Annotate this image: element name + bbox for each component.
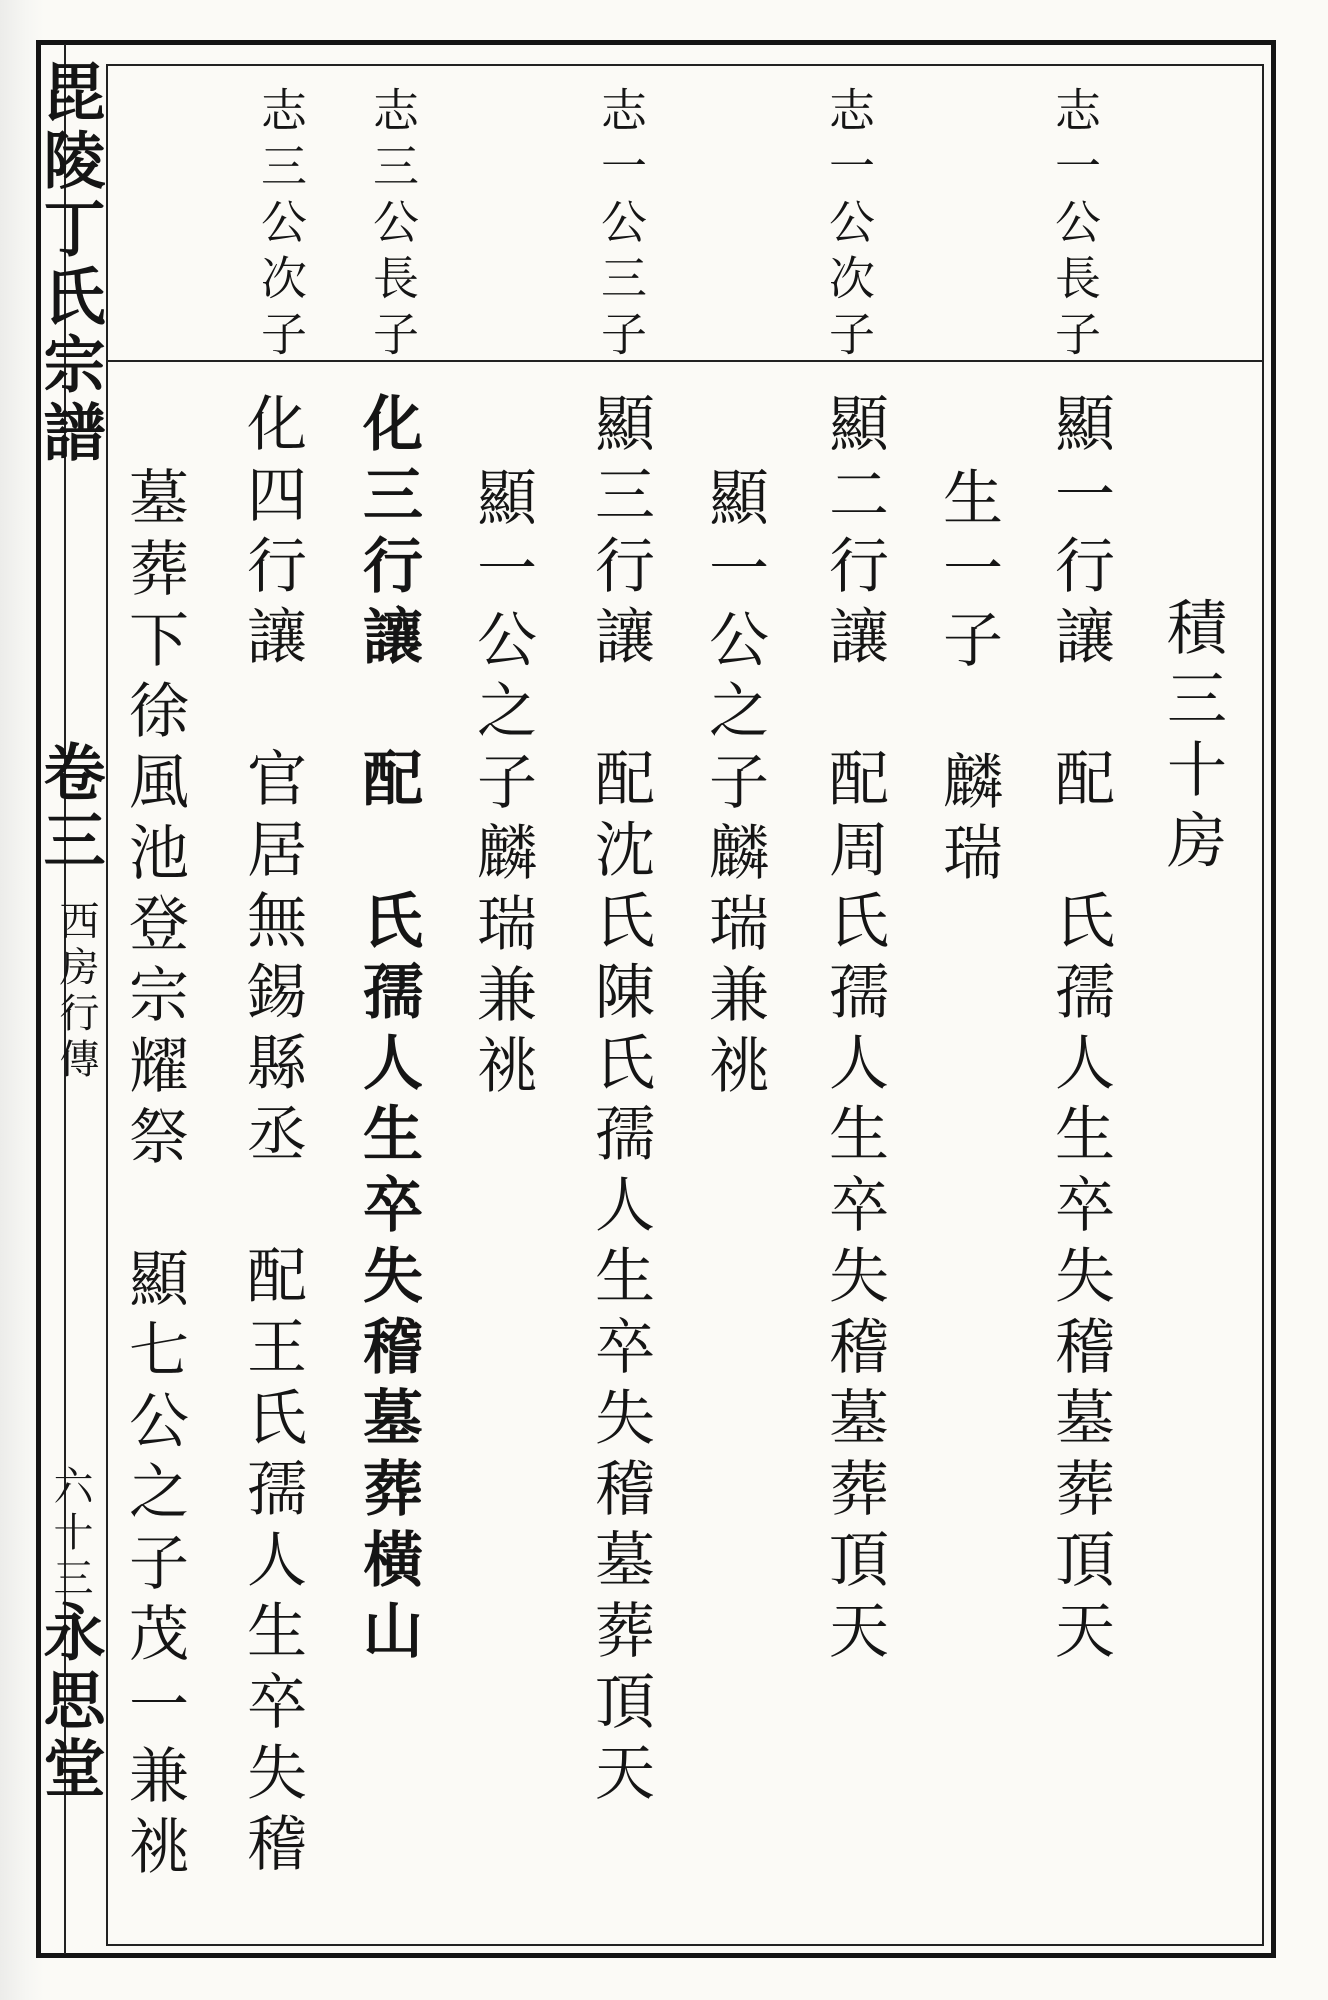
body-col-9: 化四行讓 官居無錫縣丞 配王氏孺人生卒失稽 (237, 392, 307, 1883)
body-col-1: 積三十房 (1157, 596, 1227, 880)
spine-hall-name: 永思堂 (33, 1600, 106, 1804)
spine-page-number: 六十三 (47, 1465, 93, 1603)
body-col-8: 化三行讓 配 氏孺人生卒失稽墓葬橫山 (353, 392, 423, 1670)
header-col-3: 志一公三子 (594, 86, 648, 366)
body-col-4: 顯二行讓 配周氏孺人生卒失稽墓葬頂天 (819, 392, 889, 1670)
body-col-7: 顯一公之子麟瑞兼祧 (467, 466, 537, 1105)
header-col-5: 志三公次子 (254, 86, 308, 366)
body-col-6: 顯三行讓 配沈氏陳氏孺人生卒失稽墓葬頂天 (585, 392, 655, 1812)
body-col-2: 顯一行讓 配 氏孺人生卒失稽墓葬頂天 (1045, 392, 1115, 1670)
spine-title: 毘陵丁氏宗譜 (33, 60, 106, 468)
body-col-10: 墓葬下徐風池登宗耀祭 顯七公之子茂一兼祧 (119, 466, 189, 1886)
body-col-5: 顯一公之子麟瑞兼祧 (699, 466, 769, 1105)
header-col-2: 志一公次子 (822, 86, 876, 366)
header-col-1: 志一公長子 (1048, 86, 1102, 366)
body-col-3: 生一子 麟瑞 (933, 466, 1003, 892)
spine-section: 西房行傳 (53, 900, 99, 1084)
spine-volume: 卷三 (33, 740, 106, 876)
header-col-4: 志三公長子 (366, 86, 420, 366)
